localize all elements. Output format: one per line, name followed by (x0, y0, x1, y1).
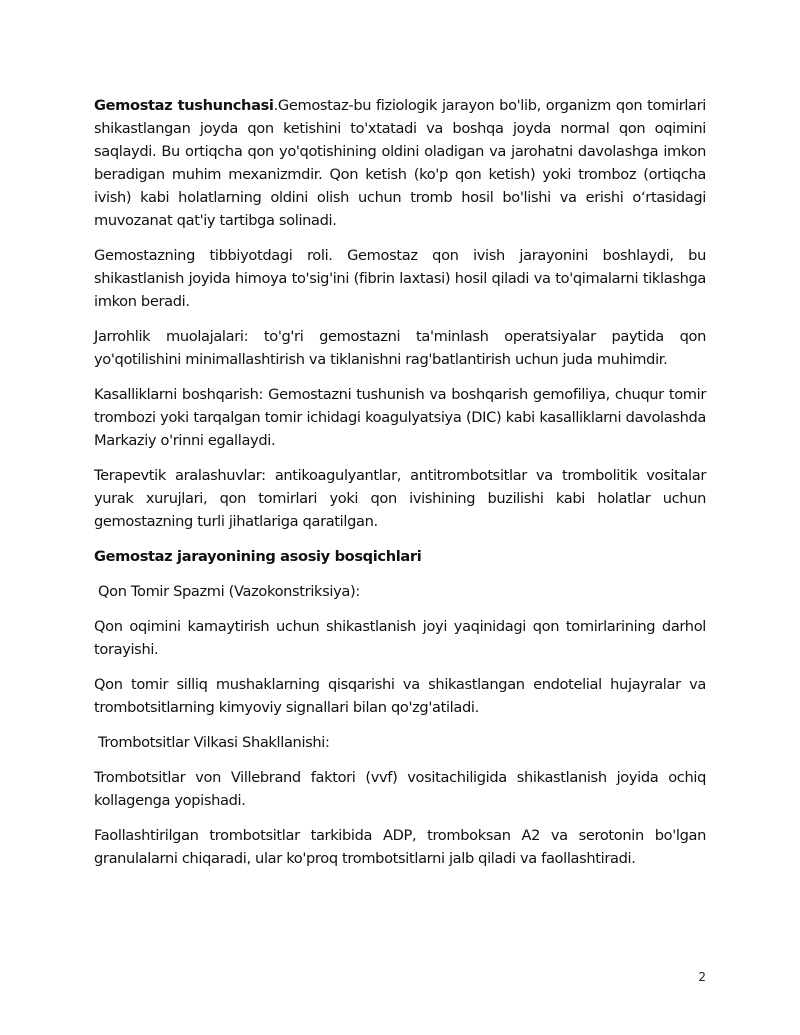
intro-paragraph (94, 94, 706, 232)
intro-text: .Gemostaz-bu fiziologik jarayon bo'lib, organizm qon tomirlari shikastlangan joyda qon ketishini to'xtatadi va boshqa joyda normal qon oqimini saqlaydi. Bu ortiqcha qon yo'qotishining oldini oladigan va jarohatni davolashga imkon beradigan muhim mexanizmdir. Qon ketish (ko'p qon ketish) yoki tromboz (ortiqcha ivish) kabi holatlarning oldini olish uchun tromb hosil bo'lishi va erishi o‘rtasidagi muvozanat qat'iy tartibga solinadi. (94, 97, 706, 229)
document-page (94, 94, 706, 882)
intro-heading: Gemostaz tushunchasi (94, 97, 274, 114)
paragraph-medicine-role: Gemostazning tibbiyotdagi roli. Gemostaz qon ivish jarayonini boshlaydi, bu shikastlanish joyida himoya to'sig'ini (fibrin laxtasi) hosil qiladi va to'qimalarni tiklashga imkon beradi. (94, 247, 706, 310)
page-number: 2 (698, 970, 706, 984)
paragraph-therapeutic: Terapevtik aralashuvlar: antikoagulyantlar, antitrombotsitlar va trombolitik vositalar yurak xurujlari, qon tomirlari yoki qon ivishining buzilishi kabi holatlar uchun gemostazning turli jihatlariga qaratilgan. (94, 467, 706, 530)
subheading-platelet-plug: Trombotsitlar Vilkasi Shakllanishi: (98, 734, 330, 751)
subheading-vasoconstriction: Qon Tomir Spazmi (Vazokonstriksiya): (98, 583, 360, 600)
paragraph-platelet-2: Faollashtirilgan trombotsitlar tarkibida ADP, tromboksan A2 va serotonin bo'lgan granulalarni chiqaradi, ular ko'proq trombotsitlarni jalb qiladi va faollashtiradi. (94, 827, 706, 867)
paragraph-surgery: Jarrohlik muolajalari: to'g'ri gemostazni ta'minlash operatsiyalar paytida qon yo'qotilishini minimallashtirish va tiklanishni rag'batlantirish uchun juda muhimdir. (94, 328, 706, 368)
paragraph-platelet-1: Trombotsitlar von Villebrand faktori (vvf) vositachiligida shikastlanish joyida ochiq kollagenga yopishadi. (94, 769, 706, 809)
paragraph-vasoconstriction-1: Qon oqimini kamaytirish uchun shikastlanish joyi yaqinidagi qon tomirlarining darhol torayishi. (94, 618, 706, 658)
paragraph-disease-management: Kasalliklarni boshqarish: Gemostazni tushunish va boshqarish gemofiliya, chuqur tomir trombozi yoki tarqalgan tomir ichidagi koagulyatsiya (DIC) kabi kasalliklarni davolashda Markaziy o'rinni egallaydi. (94, 386, 706, 449)
section-heading-stages: Gemostaz jarayonining asosiy bosqichlari (94, 548, 422, 565)
paragraph-vasoconstriction-2: Qon tomir silliq mushaklarning qisqarishi va shikastlangan endotelial hujayralar va trombotsitlarning kimyoviy signallari bilan qo'zg'atiladi. (94, 676, 706, 716)
